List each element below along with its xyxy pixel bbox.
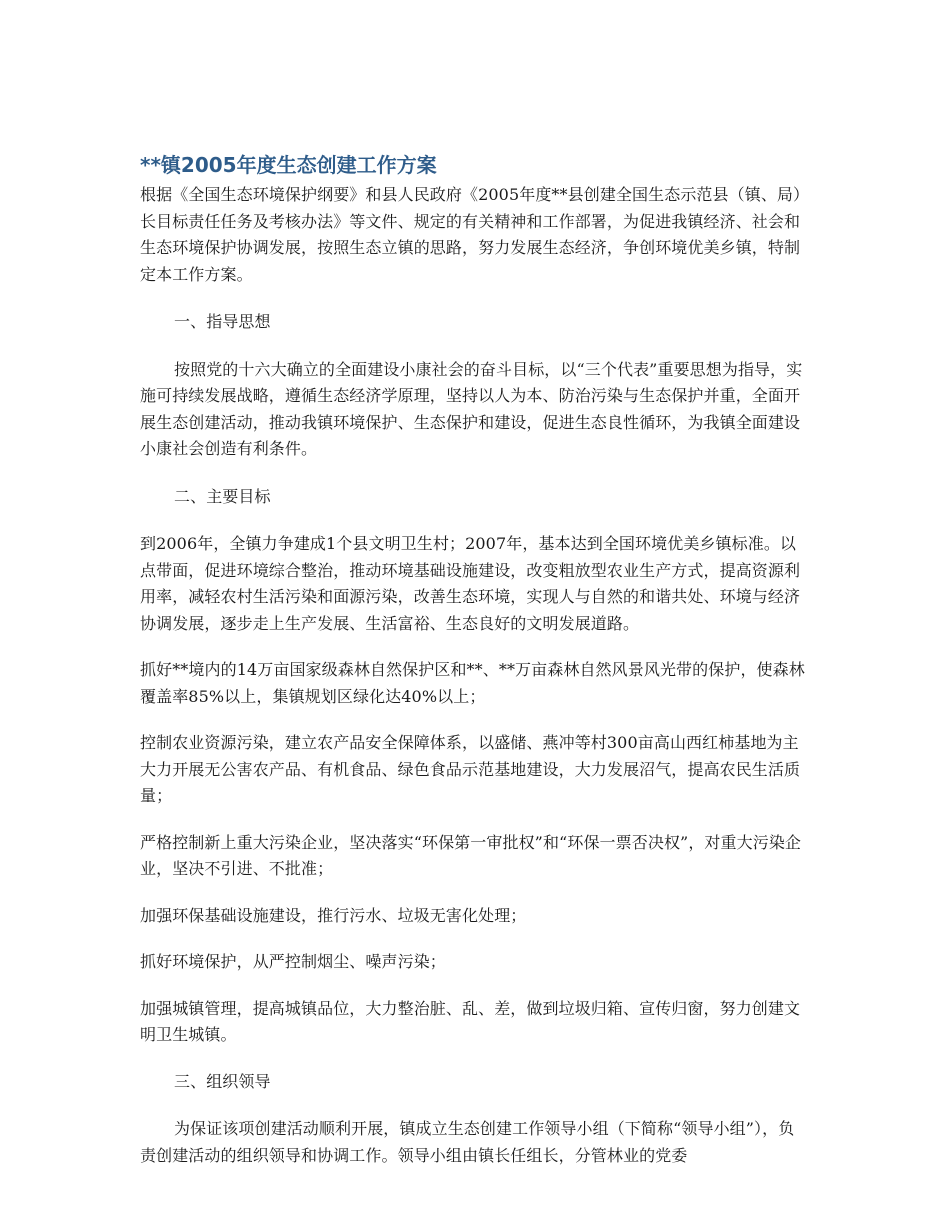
main-goals-paragraph-6: 抓好环境保护，从严控制烟尘、噪声污染； (140, 952, 446, 971)
organization-paragraph: 为保证该项创建活动顺利开展，镇成立生态创建工作领导小组（下简称“领导小组”），负责创建活动的组织领导和协调工作。领导小组由镇长任组长，分管林业的党委 (140, 1119, 795, 1165)
main-goals-paragraph-5: 加强环保基础设施建设，推行污水、垃圾无害化处理； (140, 905, 527, 925)
main-goals-paragraph-2: 抓好**境内的14万亩国家级森林自然保护区和**、**万亩森林自然风景风光带的保护，使森林覆盖率85%以上，集镇规划区绿化达40%以上； (140, 660, 805, 706)
main-goals-paragraph-1: 到2006年，全镇力争建成1个县文明卫生村；2007年，基本达到全国环境优美乡镇标准。以点带面，促进环境综合整治，推动环境基础设施建设，改变粗放型农业生产方式，提高资源利用率，减轻农村生活污染和面源污染，改善生态环境，实现人与自然的和谐共处、环境与经济协调发展，逐步走上生产发展、生活富裕、生态良好的文明发展道路。 (140, 534, 801, 633)
main-goals-paragraph-4: 严格控制新上重大污染企业，坚决落实“环保第一审批权”和“环保一票否决权”，对重大污染企业，坚决不引进、不批准； (140, 832, 802, 878)
document-title: **镇2005年度生态创建工作方案 (140, 153, 437, 177)
document-page (140, 148, 810, 1169)
main-goals-paragraph-3: 控制农业资源污染，建立农产品安全保障体系，以盛储、燕冲等村300亩高山西红柿基地为主大力开展无公害农产品、有机食品、绿色食品示范基地建设，大力发展沼气，提高农民生活质量； (140, 733, 801, 805)
main-goals-paragraph-7: 加强城镇管理，提高城镇品位，大力整治脏、乱、差，做到垃圾归箱、宣传归窗，努力创建文明卫生城镇。 (140, 998, 801, 1044)
guiding-thought-paragraph: 按照党的十六大确立的全面建设小康社会的奋斗目标，以“三个代表”重要思想为指导，实施可持续发展战略，遵循生态经济学原理，坚持以人为本、防治污染与生态保护并重，全面开展生态创建活动，推动我镇环境保护、生态保护和建设，促进生态良性循环，为我镇全面建设小康社会创造有利条件。 (140, 359, 803, 458)
section-heading-main-goals: 二、主要目标 (174, 486, 271, 506)
section-heading-organization: 三、组织领导 (174, 1071, 271, 1091)
intro-paragraph: 根据《全国生态环境保护纲要》和县人民政府《2005年度**县创建全国生态示范县（镇、局）长目标责任任务及考核办法》等文件、规定的有关精神和工作部署，为促进我镇经济、社会和生态环境保护协调发展，按照生态立镇的思路，努力发展生态经济，争创环境优美乡镇，特制定本工作方案。 (140, 185, 810, 284)
section-heading-guiding-thought: 一、指导思想 (174, 312, 271, 331)
